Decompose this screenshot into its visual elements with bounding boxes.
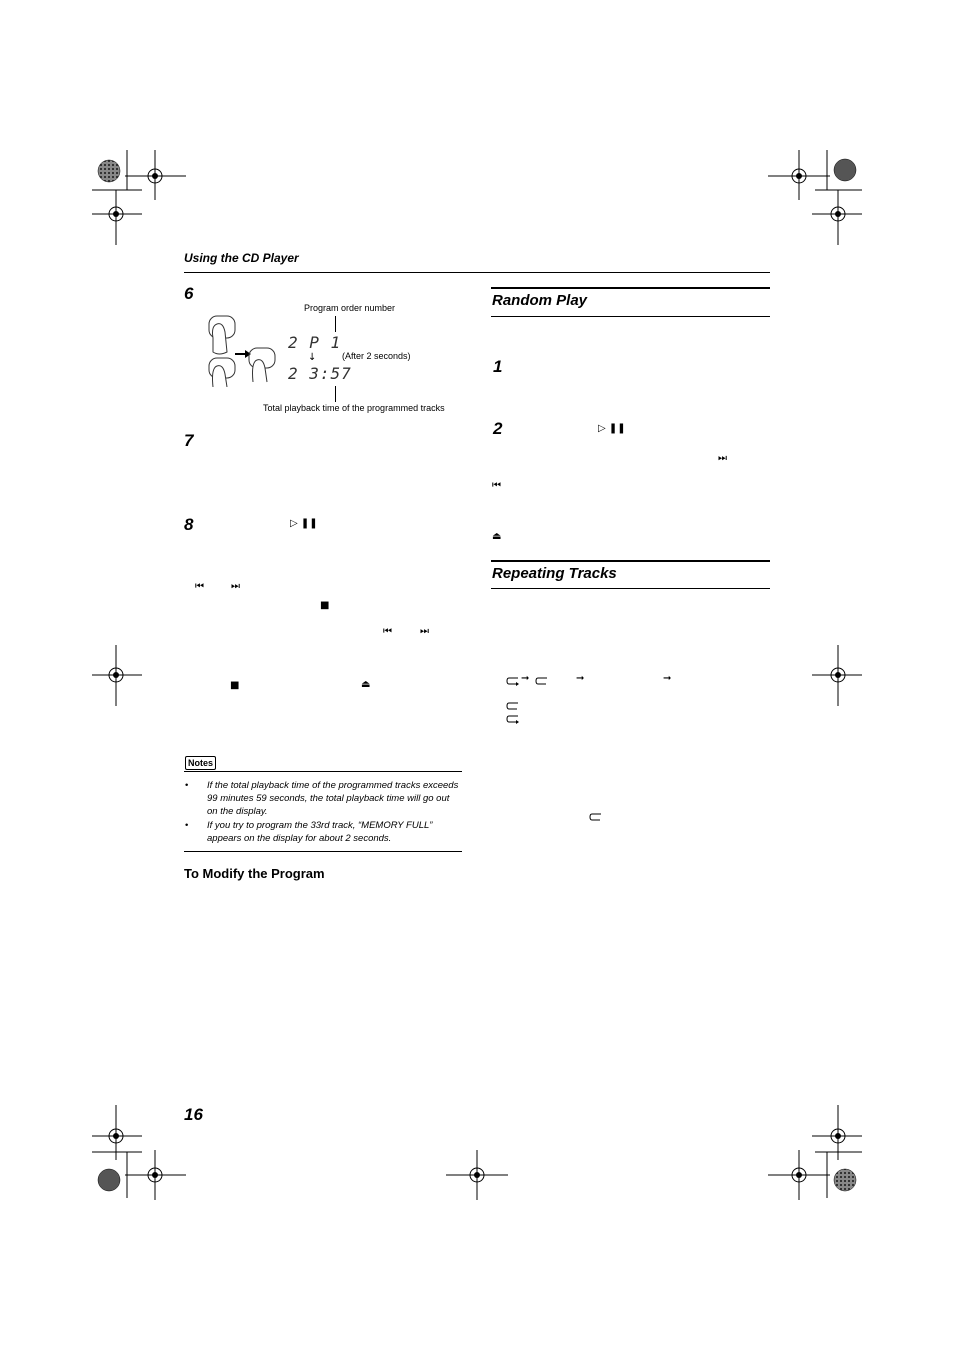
step-8-number: 8	[184, 515, 194, 534]
repeat-one-icon	[506, 701, 520, 713]
after-2-seconds-note: (After 2 seconds)	[342, 351, 411, 361]
program-order-callout: Program order number	[304, 303, 396, 313]
stop-icon: ■	[320, 600, 330, 611]
callout-line-bottom	[335, 386, 336, 402]
button-press-illustration	[203, 312, 283, 387]
arrow-right-icon: ➞	[521, 673, 530, 684]
skip-back-icon: ⏮	[195, 581, 204, 592]
repeat-top-rule	[491, 560, 770, 562]
step-7-number: 7	[184, 431, 194, 450]
random-play-heading: Random Play	[492, 292, 588, 309]
repeat-bottom-rule	[491, 588, 770, 589]
notes-bottom-rule	[184, 851, 462, 852]
repeat-all-icon	[506, 676, 520, 688]
skip-back-icon: ⏮	[383, 626, 392, 637]
repeat-all-icon	[506, 714, 520, 726]
notes-list	[184, 779, 462, 846]
skip-back-icon: ⏮	[492, 480, 501, 491]
random-step-2-number: 2	[493, 419, 503, 438]
play-pause-icon: ▷ ❚❚	[598, 423, 626, 434]
random-bottom-rule	[491, 316, 770, 317]
step-6-number: 6	[184, 284, 194, 303]
repeat-one-icon	[589, 812, 603, 824]
arrow-right-icon: ➞	[576, 673, 585, 684]
repeat-one-icon	[535, 676, 549, 688]
notes-label: Notes	[185, 756, 216, 770]
stop-icon: ■	[230, 680, 240, 691]
header-rule	[184, 272, 770, 273]
section-title: Using the CD Player	[184, 251, 299, 265]
total-time-callout: Total playback time of the programmed tracks	[263, 403, 445, 413]
callout-line-top	[335, 316, 336, 332]
modify-program-heading: To Modify the Program	[184, 866, 325, 881]
page-number: 16	[184, 1105, 203, 1124]
arrow-right-icon: ➞	[663, 673, 672, 684]
note-item: • If the total playback time of the programmed tracks exceeds 99 minutes 59 seconds, the total playback time will go out on the display.	[196, 779, 462, 818]
skip-forward-icon: ⏭	[231, 581, 240, 592]
arrow-down-icon: ↓	[308, 352, 317, 363]
skip-forward-icon: ⏭	[420, 626, 429, 637]
play-pause-icon: ▷ ❚❚	[290, 518, 318, 529]
eject-icon: ⏏	[361, 679, 371, 690]
random-top-rule	[491, 287, 770, 289]
repeating-tracks-heading: Repeating Tracks	[492, 565, 617, 582]
display-line-2: 2 3:57	[288, 364, 352, 383]
note-item: • If you try to program the 33rd track, “MEMORY FULL” appears on the display for about 2 seconds.	[196, 819, 462, 845]
random-step-1-number: 1	[493, 357, 503, 376]
notes-top-rule	[184, 771, 462, 772]
skip-forward-icon: ⏭	[718, 453, 727, 464]
display-line-1: 2 P 1	[288, 333, 342, 352]
eject-icon: ⏏	[492, 531, 502, 542]
